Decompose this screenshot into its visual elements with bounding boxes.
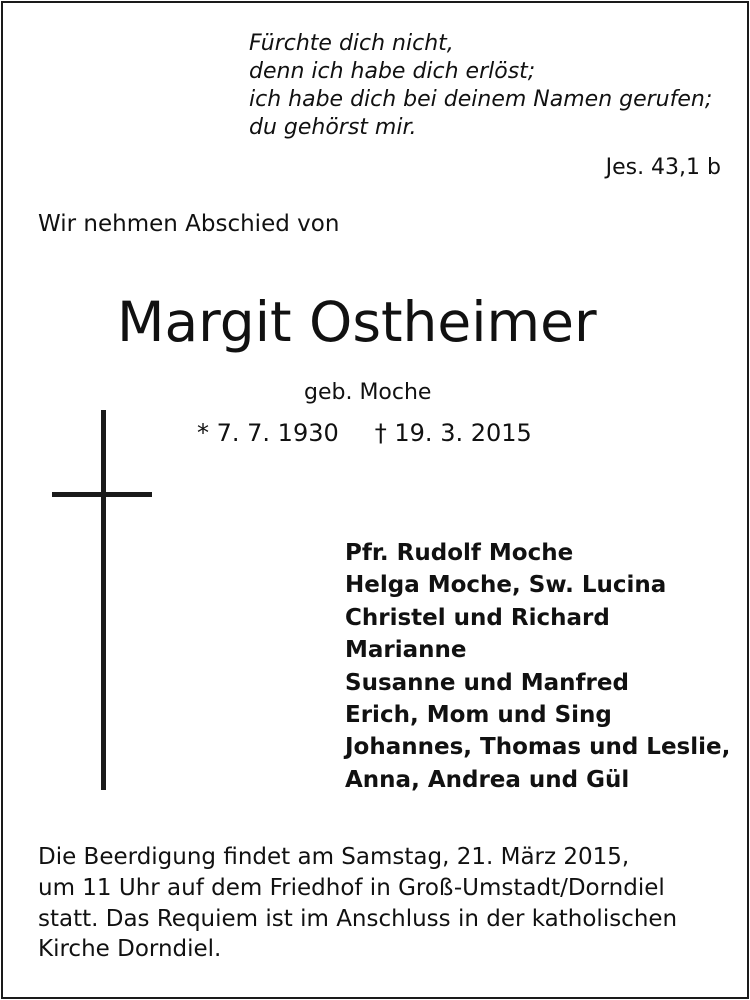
bible-verse <box>249 30 712 142</box>
cross-horizontal-bar <box>52 492 152 497</box>
mourner-entry: Helga Moche, Sw. Lucina <box>345 572 667 599</box>
notice-line: um 11 Uhr auf dem Friedhof in Groß-Umstadt/Dorndiel <box>38 874 665 901</box>
mourner-entry: Susanne und Manfred <box>345 669 629 696</box>
verse-reference: Jes. 43,1 b <box>605 155 721 180</box>
mourner-entry: Johannes, Thomas und Leslie, <box>345 734 731 761</box>
mourner-entry: Marianne <box>345 637 467 664</box>
death-date: † 19. 3. 2015 <box>374 419 532 447</box>
mourner-entry: Pfr. Rudolf Moche <box>345 540 574 566</box>
mourner-entry: Christel und Richard <box>345 604 610 631</box>
birth-date: * 7. 7. 1930 <box>197 419 339 447</box>
deceased-name: Margit Ostheimer <box>117 290 597 354</box>
notice-line: Kirche Dorndiel. <box>38 936 222 963</box>
mourner-entry: Erich, Mom und Sing <box>345 701 612 728</box>
notice-line: Die Beerdigung findet am Samstag, 21. März 2015, <box>38 844 630 870</box>
mourners-list <box>345 537 730 796</box>
verse-line: Fürchte dich nicht, <box>249 31 454 56</box>
cross-vertical-bar <box>101 410 106 790</box>
verse-line: du gehörst mir. <box>249 115 417 140</box>
mourner-entry: Anna, Andrea und Gül <box>345 766 630 793</box>
life-dates <box>197 419 532 447</box>
funeral-notice <box>38 842 677 965</box>
notice-line: statt. Das Requiem ist im Anschluss in der katholischen <box>38 905 678 932</box>
verse-line: ich habe dich bei deinem Namen gerufen; <box>249 87 713 112</box>
intro-text: Wir nehmen Abschied von <box>38 211 340 237</box>
verse-line: denn ich habe dich erlöst; <box>249 59 536 84</box>
birth-name: geb. Moche <box>304 380 432 405</box>
